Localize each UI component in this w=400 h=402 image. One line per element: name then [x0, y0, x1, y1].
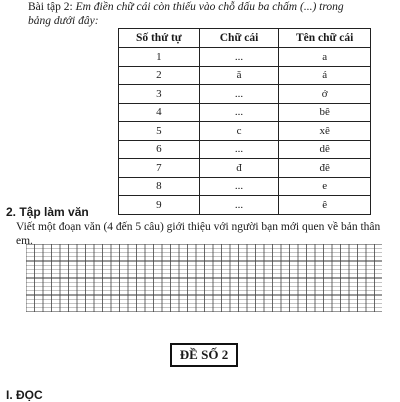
cell-letter-name: á: [279, 66, 371, 85]
instruction-line-1: Em điền chữ cái còn thiếu vào chỗ dấu ba chấm (...) trong: [75, 1, 344, 13]
cell-letter: ...: [199, 140, 279, 159]
alphabet-table: [118, 28, 371, 215]
cell-letter: đ: [199, 159, 279, 178]
writing-grid-area: [26, 244, 382, 312]
table-row: [119, 159, 371, 178]
exam-title: ĐỀ SỐ 2: [179, 347, 229, 362]
header-letter-name: Tên chữ cái: [279, 29, 371, 48]
instruction-line-2: bảng dưới đây:: [28, 15, 99, 27]
cell-ordinal: 8: [119, 177, 200, 196]
writing-grid: [26, 244, 382, 312]
table-row: [119, 196, 371, 215]
cell-ordinal: 1: [119, 48, 200, 67]
part-1-heading: I. ĐỌC: [6, 388, 43, 402]
cell-ordinal: 6: [119, 140, 200, 159]
cell-letter-name: xê: [279, 122, 371, 141]
exercise-2-instruction: [28, 0, 396, 28]
table-row: [119, 103, 371, 122]
section-2-heading: 2. Tập làm văn: [6, 205, 89, 219]
cell-letter-name: bê: [279, 103, 371, 122]
cell-ordinal: 4: [119, 103, 200, 122]
cell-letter-name: e: [279, 177, 371, 196]
table-row: [119, 140, 371, 159]
cell-ordinal: 9: [119, 196, 200, 215]
cell-letter-name: đê: [279, 159, 371, 178]
header-letter: Chữ cái: [199, 29, 279, 48]
cell-letter: c: [199, 122, 279, 141]
cell-letter: ...: [199, 48, 279, 67]
cell-letter: ...: [199, 85, 279, 104]
cell-ordinal: 3: [119, 85, 200, 104]
cell-letter-name: dê: [279, 140, 371, 159]
exam-number-box: [170, 343, 238, 367]
table-row: [119, 85, 371, 104]
header-ordinal: Số thứ tự: [119, 29, 200, 48]
exercise-label: Bài tập 2:: [28, 1, 73, 13]
cell-ordinal: 5: [119, 122, 200, 141]
cell-ordinal: 2: [119, 66, 200, 85]
table-row: [119, 177, 371, 196]
table-row: [119, 66, 371, 85]
cell-letter-name: ê: [279, 196, 371, 215]
cell-letter: ...: [199, 196, 279, 215]
cell-letter: ...: [199, 177, 279, 196]
cell-letter: ...: [199, 103, 279, 122]
table-header-row: [119, 29, 371, 48]
cell-letter-name: a: [279, 48, 371, 67]
cell-letter-name: ớ: [279, 85, 371, 104]
cell-ordinal: 7: [119, 159, 200, 178]
cell-letter: ă: [199, 66, 279, 85]
table-row: [119, 48, 371, 67]
table-row: [119, 122, 371, 141]
section-2-prompt: Viết một đoạn văn (4 đến 5 câu) giới thiệu với người bạn mới quen về bản thân em.: [16, 221, 381, 247]
